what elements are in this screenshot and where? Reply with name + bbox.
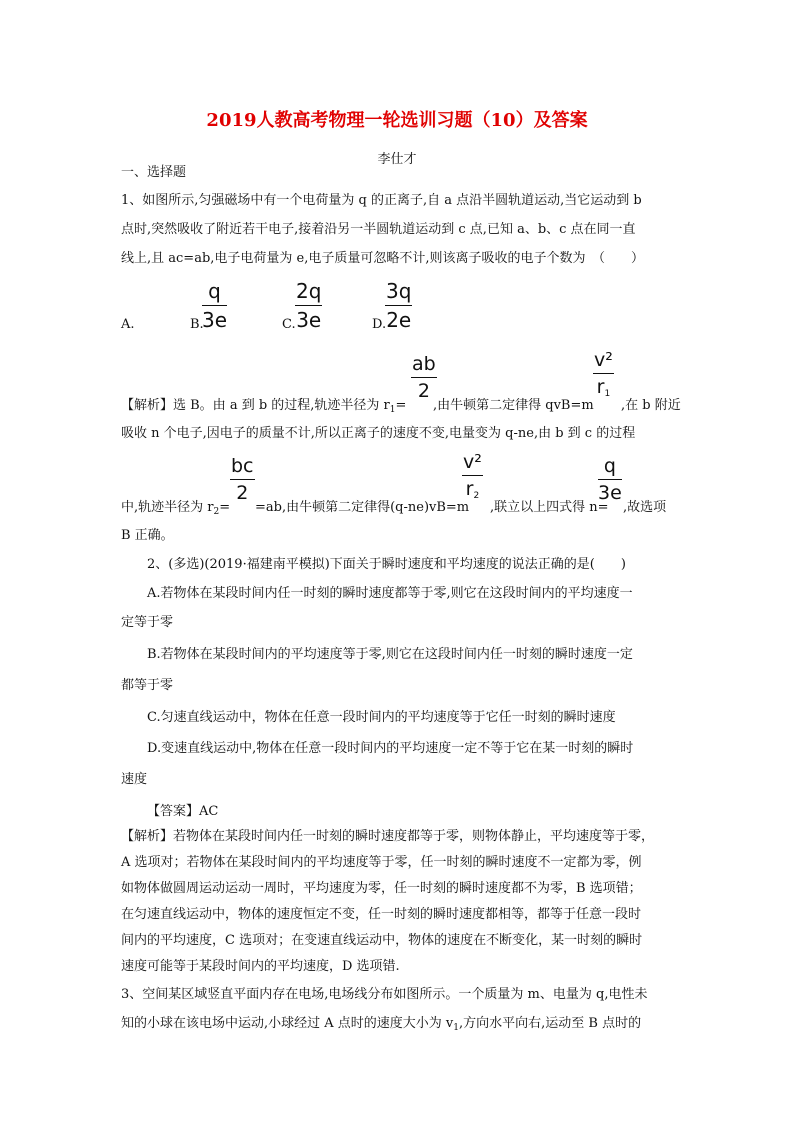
q2-analysis-line-2: A 选项对；若物体在某段时间内的平均速度等于零，任一时刻的瞬时速度不一定都为零，例 (121, 855, 642, 870)
option-d-label: D. (372, 317, 387, 332)
centripetal-fraction-2 (462, 451, 483, 501)
page-title: 2019人教高考物理一轮选训习题（10）及答案 (206, 110, 588, 131)
q1-analysis-line-3c: =ab,由牛顿第二定律得(q-ne)vB=m (255, 500, 470, 515)
option-c-label: C. (282, 317, 296, 332)
q3-line-1: 3、空间某区域竖直平面内存在电场,电场线分布如图所示。一个质量为 m、电量为 q,电性未 (121, 987, 648, 1002)
subscript: 1 (389, 405, 396, 415)
fraction-numerator: ab (411, 353, 437, 378)
fraction-denominator (593, 374, 614, 399)
subscript: 1 (604, 389, 611, 399)
fraction-denominator: 2 (417, 380, 430, 402)
fraction-denominator: 3e (202, 308, 228, 332)
radius2-fraction (230, 455, 255, 504)
option-d-fraction (385, 279, 412, 332)
q1-analysis-line-1d: ,在 b 附近 (621, 398, 681, 413)
q2-option-c: C.匀速直线运动中，物体在任意一段时间内的平均速度等于它任一时刻的瞬时速度 (147, 710, 616, 725)
q2-option-b-line-2: 都等于零 (121, 678, 174, 693)
q1-analysis-line-3a (121, 500, 230, 520)
n-result-fraction (598, 455, 622, 504)
analysis-text: 【解析】选 B。由 a 到 b 的过程,轨迹半径为 r (121, 398, 390, 413)
q1-line-3: 线上,且 ac=ab,电子电荷量为 e,电子质量可忽略不计,则该离子吸收的电子个数为 （ ） (121, 251, 644, 266)
fraction-denominator: 2 (236, 482, 249, 504)
q1-line-1: 1、如图所示,匀强磁场中有一个电荷量为 q 的正离子,自 a 点沿半圆轨道运动,当它运动到 b (121, 193, 642, 208)
fraction-denominator: 3e (296, 308, 322, 332)
q2-analysis-line-6: 速度可能等于某段时间内的平均速度，D 选项错. (121, 959, 400, 974)
fraction-numerator: 3q (385, 279, 412, 306)
fraction-denominator: 3e (598, 482, 622, 504)
centripetal-fraction-1 (593, 349, 614, 399)
q1-analysis-line-1a (121, 398, 406, 418)
q1-line-2: 点时,突然吸收了附近若干电子,接着沿另一半圆轨道运动到 c 点,已知 a、b、c 点在同一直 (121, 222, 636, 237)
q2-option-a-line-2: 定等于零 (121, 615, 174, 630)
fraction-numerator: v² (462, 451, 483, 476)
subscript: 2 (213, 507, 220, 517)
option-b-label: B. (190, 317, 204, 332)
fraction-numerator: bc (230, 455, 255, 480)
fraction-numerator: q (598, 455, 622, 480)
q2-analysis-line-4: 在匀速直线运动中，物体的速度恒定不变，任一时刻的瞬时速度都相等，都等于任意一段时 (121, 907, 642, 922)
q3-line-2 (121, 1016, 641, 1036)
option-c-fraction (295, 279, 322, 332)
q2-analysis-line-5: 间内的平均速度，C 选项对；在变速直线运动中，物体的速度在不断变化，某一时刻的瞬时 (121, 933, 643, 948)
q3-text: ,方向水平向右,运动至 B 点时的 (459, 1016, 642, 1031)
author: 李仕才 (377, 152, 417, 167)
analysis-text: 中,轨迹半径为 r (121, 500, 214, 515)
fraction-numerator: v² (593, 349, 614, 374)
fraction-numerator: q (202, 279, 227, 306)
q2-answer: 【答案】AC (147, 804, 219, 819)
section-heading: 一、选择题 (121, 165, 187, 180)
q2-option-d-line-2: 速度 (121, 772, 148, 787)
fraction-numerator: 2q (295, 279, 322, 306)
fraction-denominator (462, 476, 483, 501)
analysis-text: = (395, 398, 407, 413)
denominator-text: r (465, 478, 474, 500)
radius1-fraction (411, 353, 437, 402)
q1-analysis-line-3d: ,联立以上四式得 n= (490, 500, 609, 515)
q2-option-d-line-1: D.变速直线运动中,物体在任意一段时间内的平均速度一定不等于它在某一时刻的瞬时 (147, 741, 634, 756)
denominator-text: r (596, 376, 605, 398)
subscript: 2 (473, 491, 480, 501)
option-b-fraction (202, 279, 227, 332)
q3-text: 知的小球在该电场中运动,小球经过 A 点时的速度大小为 v (121, 1016, 454, 1031)
subscript: 1 (453, 1023, 459, 1033)
q1-analysis-line-2: 吸收 n 个电子,因电子的质量不计,所以正离子的速度不变,电量变为 q-ne,由 b 到 c 的过程 (121, 426, 636, 441)
analysis-text: = (219, 500, 231, 515)
q2-analysis-line-3: 如物体做圆周运动运动一周时，平均速度为零，任一时刻的瞬时速度都不为零，B 选项错； (121, 881, 642, 896)
q2-stem: 2、(多选)(2019·福建南平模拟)下面关于瞬时速度和平均速度的说法正确的是( ) (147, 557, 626, 572)
q2-option-b-line-1: B.若物体在某段时间内的平均速度等于零,则它在这段时间内任一时刻的瞬时速度一定 (147, 647, 633, 662)
q1-analysis-line-3e: ,故选项 (623, 500, 667, 515)
q2-analysis-line-1: 【解析】若物体在某段时间内任一时刻的瞬时速度都等于零，则物体静止，平均速度等于零， (121, 829, 655, 844)
fraction-denominator: 2e (386, 308, 412, 332)
q1-analysis-line-4: B 正确。 (121, 528, 174, 543)
q1-analysis-line-1c: ,由牛顿第二定律得 qvB=m (433, 398, 594, 413)
option-a-label: A. (121, 317, 135, 332)
q2-option-a-line-1: A.若物体在某段时间内任一时刻的瞬时速度都等于零,则它在这段时间内的平均速度一 (147, 586, 633, 601)
